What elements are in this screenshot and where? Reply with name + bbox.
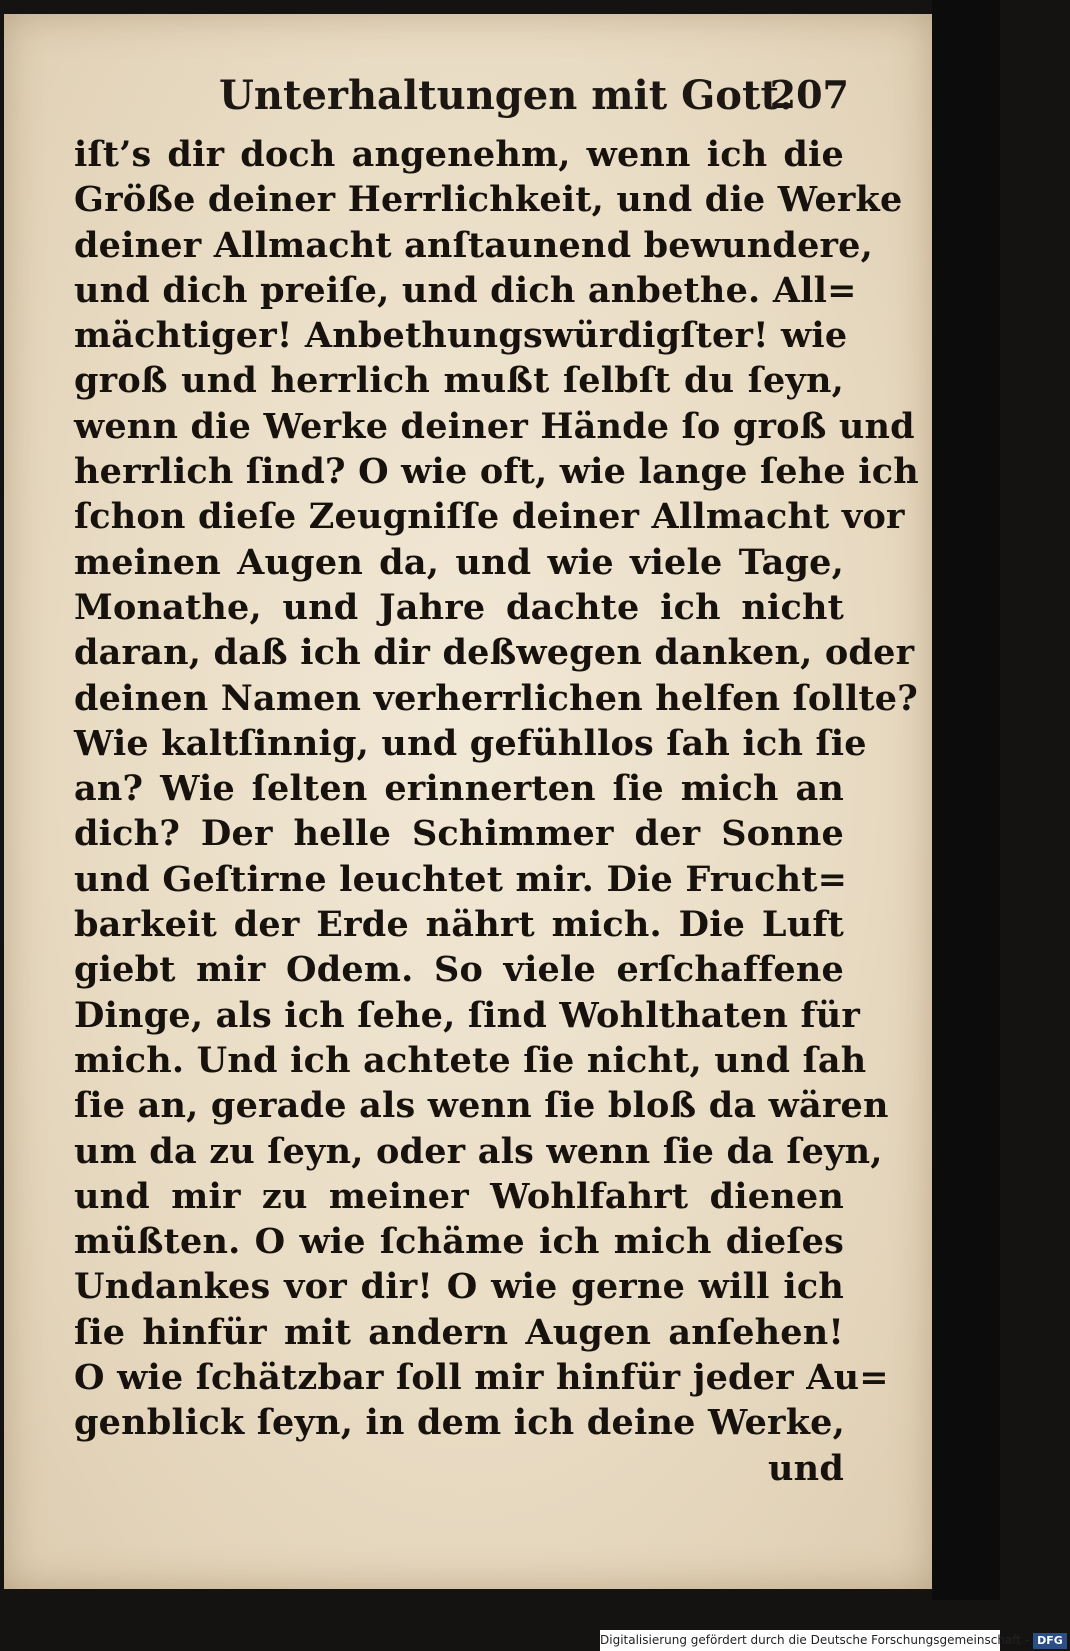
- text-line: Größe deiner Herrlichkeit, und die Werke: [74, 179, 903, 221]
- text-line: Dinge, als ich ſehe, ſind Wohlthaten für: [74, 994, 861, 1036]
- text-line: meinen Augen da, und wie viele Tage,: [74, 541, 844, 583]
- book-page: [4, 14, 932, 1589]
- text-line: Undankes vor dir! O wie gerne will ich: [74, 1266, 844, 1308]
- text-line: deiner Allmacht anſtaunend bewundere,: [74, 224, 874, 266]
- text-line: deinen Namen verherrlichen helfen ſollte?: [74, 677, 918, 719]
- text-line: ſie hinfür mit andern Augen anſehen!: [74, 1311, 844, 1353]
- text-line: O wie ſchätzbar ſoll mir hinfür jeder Au=: [74, 1357, 889, 1399]
- text-line: groß und herrlich mußt ſelbſt du ſeyn,: [74, 360, 844, 402]
- text-line: mächtiger! Anbethungswürdigſter! wie: [74, 315, 848, 357]
- running-title: Unterhaltungen mit Gott.: [219, 72, 793, 119]
- running-header: [219, 72, 849, 128]
- text-line: ſchon dieſe Zeugniſſe deiner Allmacht vor: [74, 496, 905, 538]
- footer-credit: Digitalisierung gefördert durch die Deutsche Forschungsgemeinschaft -: [600, 1633, 1030, 1647]
- text-line: Monathe, und Jahre dachte ich nicht: [74, 586, 844, 628]
- text-line: um da zu ſeyn, oder als wenn ſie da ſeyn,: [74, 1130, 883, 1172]
- text-line: und mir zu meiner Wohlfahrt dienen: [74, 1175, 844, 1217]
- text-line: wenn die Werke deiner Hände ſo groß und: [74, 405, 915, 447]
- text-line: barkeit der Erde nährt mich. Die Luft: [74, 904, 844, 946]
- text-line: und Geſtirne leuchtet mir. Die Frucht=: [74, 858, 848, 900]
- text-line: genblick ſeyn, in dem ich deine Werke,: [74, 1402, 846, 1444]
- text-line: herrlich ſind? O wie oft, wie lange ſehe ich: [74, 451, 919, 493]
- text-line: und: [768, 1447, 844, 1489]
- digitization-footer: [600, 1630, 1063, 1651]
- dfg-logo: DFG: [1033, 1633, 1067, 1649]
- text-line: daran, daß ich dir deßwegen danken, oder: [74, 632, 915, 674]
- text-line: giebt mir Odem. So viele erſchaffene: [74, 949, 844, 991]
- text-line: an? Wie ſelten erinnerten ſie mich an: [74, 768, 844, 810]
- text-line: mich. Und ich achtete ſie nicht, und ſah: [74, 1039, 867, 1081]
- text-line: ſie an, gerade als wenn ſie bloß da wären: [74, 1085, 889, 1127]
- text-line: müßten. O wie ſchäme ich mich dieſes: [74, 1221, 844, 1263]
- text-line: iſt’s dir doch angenehm, wenn ich die: [74, 134, 844, 175]
- scan-border: [932, 0, 1000, 1600]
- text-line: dich? Der helle Schimmer der Sonne: [74, 813, 844, 855]
- page-number: 207: [769, 72, 849, 117]
- text-line: und dich preiſe, und dich anbethe. All=: [74, 269, 857, 311]
- body-text: [74, 132, 919, 1491]
- text-line: Wie kaltſinnig, und gefühllos ſah ich ſie: [74, 722, 867, 764]
